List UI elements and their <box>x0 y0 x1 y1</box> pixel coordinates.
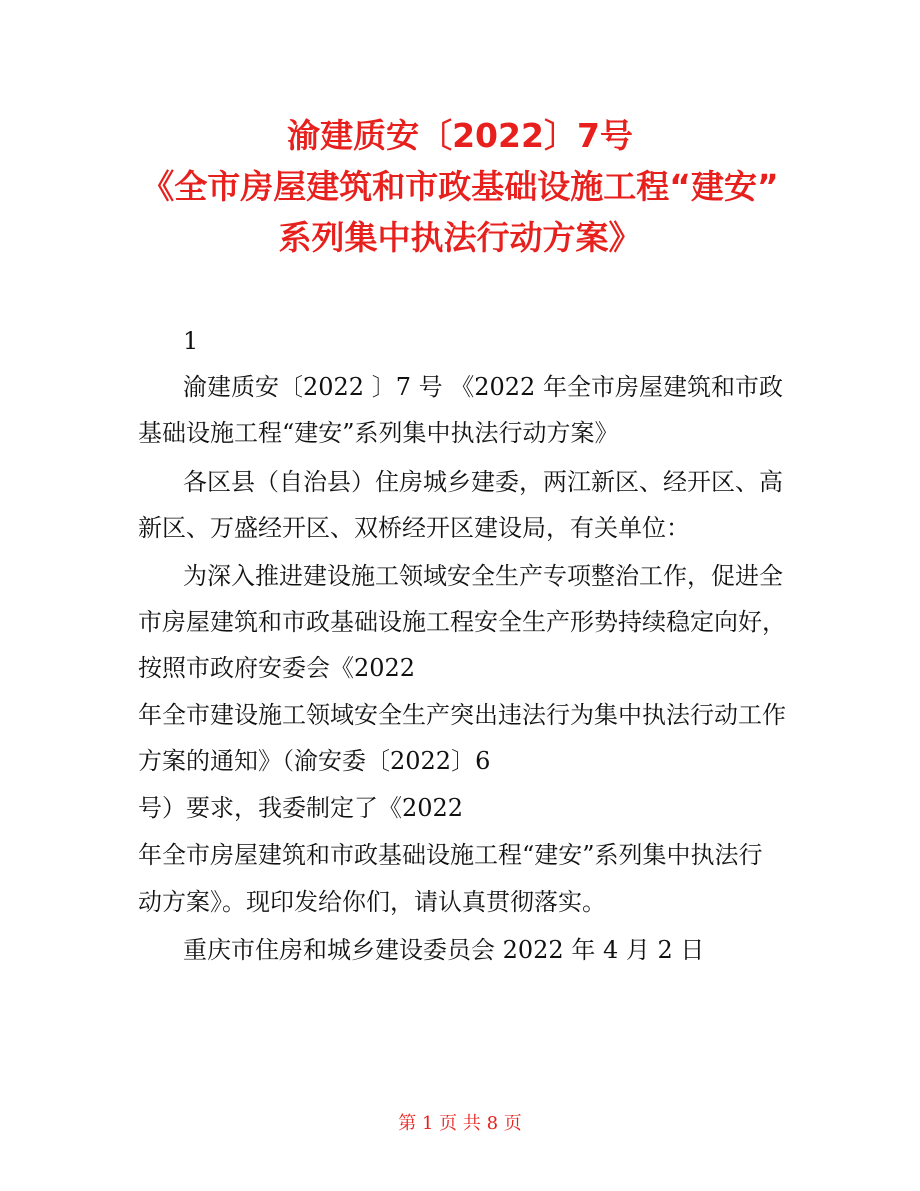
paragraph-1-line-2: 基础设施工程“建安”系列集中执法行动方案》 <box>138 419 619 447</box>
title-line-3: 系列集中执法行动方案》 <box>278 218 642 257</box>
page-footer: 第 1 页 共 8 页 <box>398 1113 522 1134</box>
signature-date-line: 重庆市住房和城乡建设委员会 2022 年 4 月 2 日 <box>183 936 705 964</box>
paragraph-2-line-1: 各区县（自治县）住房城乡建委，两江新区、经开区、高 <box>183 468 783 496</box>
title-line-1: 渝建质安〔2022〕7号 <box>287 116 633 155</box>
document-title <box>0 110 920 263</box>
paragraph-3-line-6: 号）要求，我委制定了《2022 <box>138 794 464 822</box>
paragraph-number: 1 <box>183 327 199 355</box>
paragraph-2-line-2: 新区、万盛经开区、双桥经开区建设局，有关单位： <box>138 514 690 542</box>
title-line-2: 《全市房屋建筑和市政基础设施工程“建安” <box>141 167 779 206</box>
paragraph-3-line-3: 按照市政府安委会《2022 <box>138 654 416 682</box>
paragraph-3-line-8: 动方案》。现印发给你们，请认真贯彻落实。 <box>138 888 606 916</box>
paragraph-3-line-5: 方案的通知》（渝安委〔2022〕6 <box>138 747 491 775</box>
paragraph-3-line-2: 市房屋建筑和市政基础设施工程安全生产形势持续稳定向好， <box>138 608 786 636</box>
paragraph-3-line-4: 年全市建设施工领域安全生产突出违法行为集中执法行动工作 <box>138 701 786 729</box>
paragraph-1-line-1: 渝建质安〔2022 〕7 号 《2022 年全市房屋建筑和市政 <box>183 373 783 401</box>
paragraph-3-line-7: 年全市房屋建筑和市政基础设施工程“建安”系列集中执法行 <box>138 841 763 869</box>
paragraph-3-line-1: 为深入推进建设施工领域安全生产专项整治工作，促进全 <box>183 562 783 590</box>
